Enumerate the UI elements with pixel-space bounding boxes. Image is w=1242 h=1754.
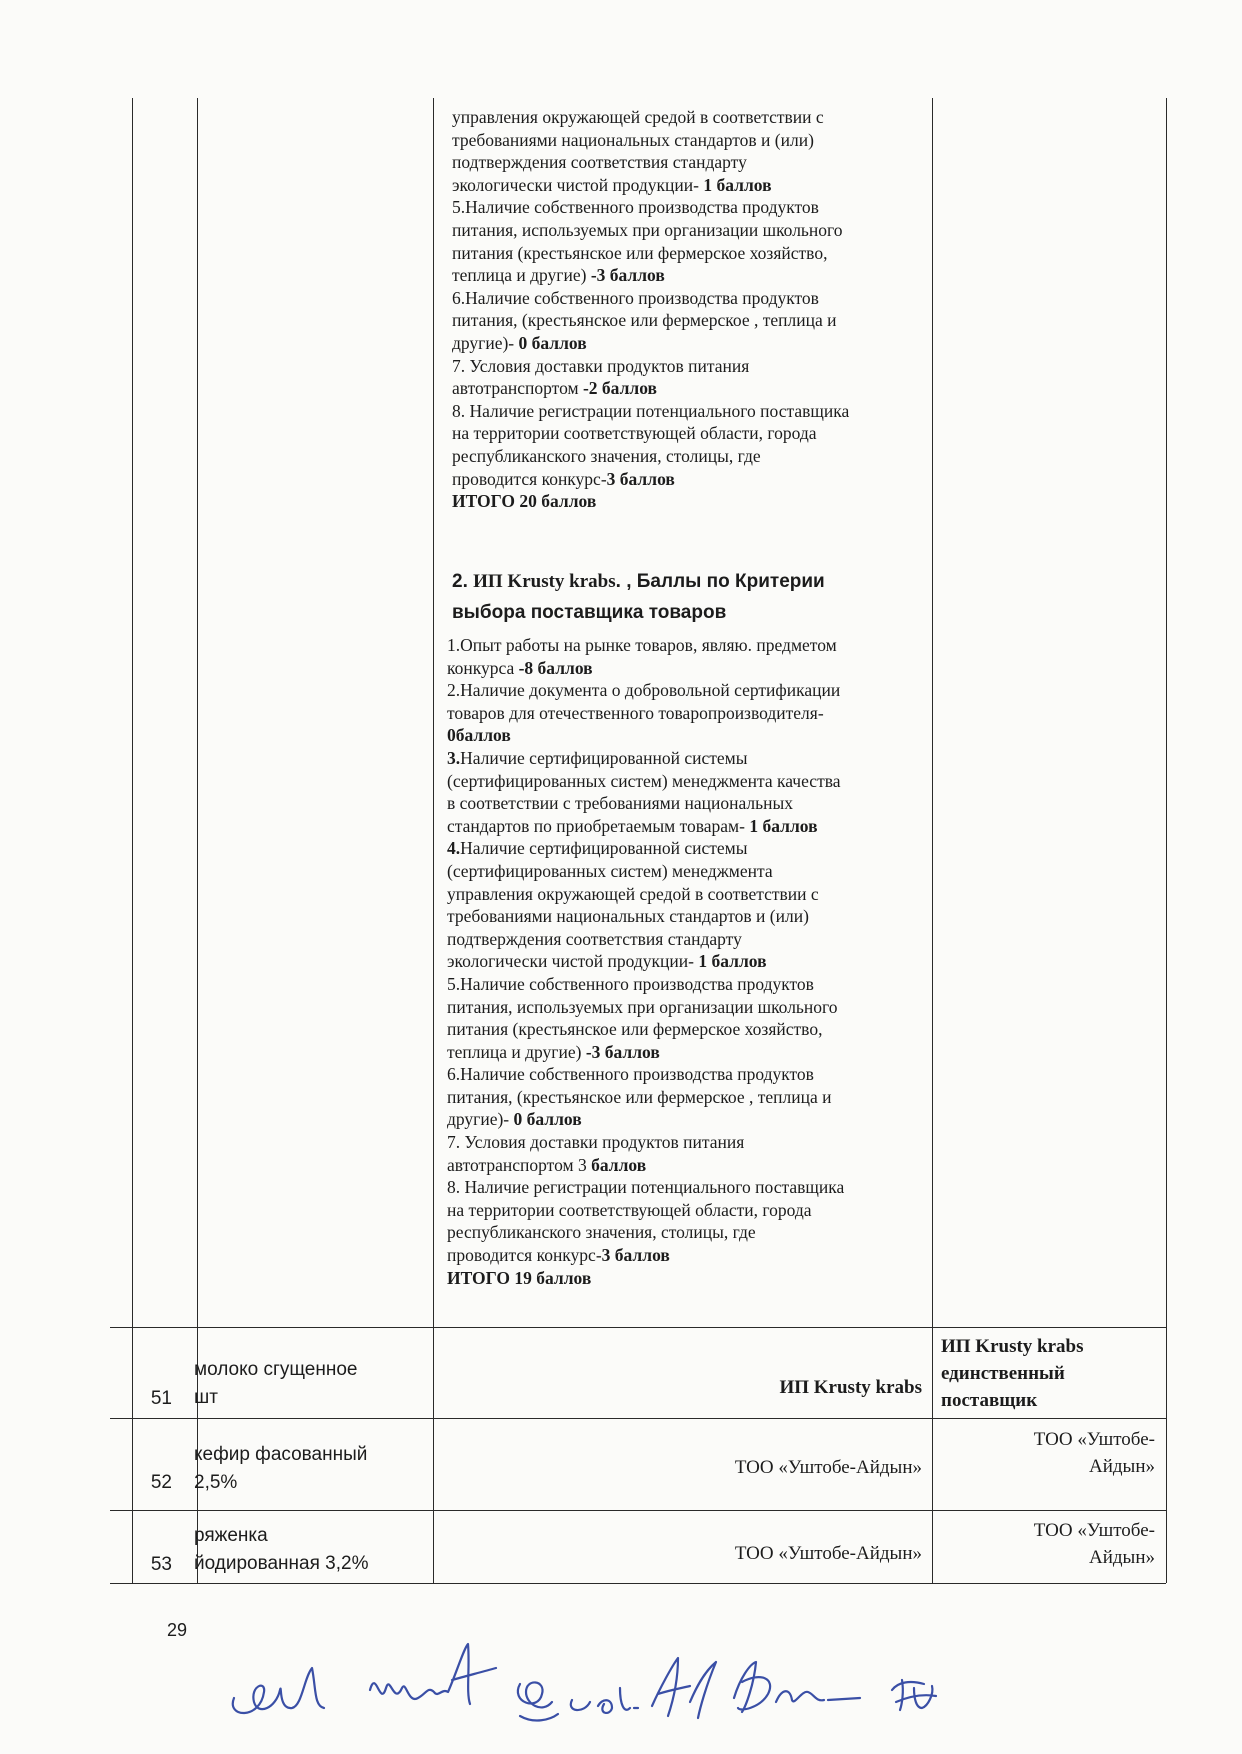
criteria-line: питания (крестьянское или фермерское хозяйство, xyxy=(452,242,828,263)
row-52-product: кефир фасованный 2,5% xyxy=(194,1444,368,1493)
row-52-winner: ТОО «Уштобе- Айдын» xyxy=(1033,1429,1155,1477)
criteria-line: требованиями национальных стандартов и (или) xyxy=(452,129,814,150)
criteria-line: 5.Наличие собственного производства продуктов xyxy=(452,197,819,218)
criteria-line: ИТОГО 20 баллов xyxy=(452,491,597,512)
handwritten-signatures xyxy=(220,1628,980,1738)
table-row-divider-52 xyxy=(110,1418,1166,1419)
criteria-line: (сертифицированных систем) менеджмента качества xyxy=(447,770,841,791)
row-53-winner: ТОО «Уштобе- Айдын» xyxy=(1033,1520,1155,1568)
criteria-line: питания, используемых при организации школьного xyxy=(447,996,838,1017)
section-2-title-rest: . , Баллы по Критерии xyxy=(615,571,825,592)
section-2-title xyxy=(452,566,924,628)
criteria-line: 0баллов xyxy=(447,725,511,746)
row-53-supplier: ТОО «Уштобе-Айдын» xyxy=(734,1543,922,1564)
criteria-line: конкурса -8 баллов xyxy=(447,657,593,678)
criteria-line: в соответствии с требованиями национальных xyxy=(447,793,793,814)
row-51-product: молоко сгущенное шт xyxy=(194,1359,358,1408)
criteria-line: теплица и другие) -3 баллов xyxy=(447,1041,660,1062)
table-border-col3 xyxy=(433,98,434,1583)
criteria-line: другие)- 0 баллов xyxy=(452,332,587,353)
criteria-line: 4.Наличие сертифицированной системы xyxy=(447,838,748,859)
table-border-left xyxy=(132,98,133,1583)
criteria-line: на территории соответствующей области, города xyxy=(452,423,817,444)
criteria-line: требованиями национальных стандартов и (или) xyxy=(447,906,809,927)
table-border-right xyxy=(1166,98,1167,1583)
row-52-number: 52 xyxy=(150,1472,172,1493)
criteria-block-1 xyxy=(452,106,924,513)
criteria-line: другие)- 0 баллов xyxy=(447,1109,582,1130)
criteria-line: теплица и другие) -3 баллов xyxy=(452,265,665,286)
criteria-line: 8. Наличие регистрации потенциального поставщика xyxy=(452,400,850,421)
criteria-line: 3.Наличие сертифицированной системы xyxy=(447,747,748,768)
criteria-line: стандартов по приобретаемым товарам- 1 баллов xyxy=(447,815,818,836)
criteria-line: 5.Наличие собственного производства продуктов xyxy=(447,973,814,994)
criteria-line: питания, используемых при организации школьного xyxy=(452,219,843,240)
section-2-title-prefix: 2. xyxy=(452,571,474,592)
row-51-supplier: ИП Krusty krabs xyxy=(779,1377,922,1398)
criteria-line: 6.Наличие собственного производства продуктов xyxy=(447,1064,814,1085)
row-51-number: 51 xyxy=(150,1388,172,1409)
criteria-line: экологически чистой продукции- 1 баллов xyxy=(447,951,767,972)
criteria-line: 1.Опыт работы на рынке товаров, являю. предметом xyxy=(447,635,837,655)
criteria-line: экологически чистой продукции- 1 баллов xyxy=(452,174,772,195)
row-53-product: ряженка йодированная 3,2% xyxy=(194,1525,369,1574)
criteria-line: питания (крестьянское или фермерское хозяйство, xyxy=(447,1019,823,1040)
criteria-line: подтверждения соответствия стандарту xyxy=(452,152,747,173)
criteria-line: ИТОГО 19 баллов xyxy=(447,1267,592,1288)
criteria-line: (сертифицированных систем) менеджмента xyxy=(447,860,773,881)
criteria-line: 2.Наличие документа о добровольной сертификации xyxy=(447,680,841,701)
section-2-supplier-name: ИП Krusty krabs xyxy=(473,571,616,592)
criteria-line: 8. Наличие регистрации потенциального поставщика xyxy=(447,1177,845,1198)
criteria-line: республиканского значения, столицы, где xyxy=(452,445,761,466)
row-52-supplier: ТОО «Уштобе-Айдын» xyxy=(734,1457,922,1478)
criteria-line: 7. Условия доставки продуктов питания xyxy=(447,1132,745,1153)
criteria-line: питания, (крестьянское или фермерское , теплица и xyxy=(452,310,837,331)
table-row-divider-51 xyxy=(110,1327,1166,1328)
table-row-divider-53 xyxy=(110,1510,1166,1511)
row-53-number: 53 xyxy=(150,1554,172,1575)
table-border-col4 xyxy=(932,98,933,1583)
criteria-line: 7. Условия доставки продуктов питания xyxy=(452,355,750,376)
row-51-winner: ИП Krusty krabs единственный поставщик xyxy=(941,1336,1084,1411)
criteria-line: на территории соответствующей области, города xyxy=(447,1199,812,1220)
criteria-line: питания, (крестьянское или фермерское , теплица и xyxy=(447,1086,832,1107)
table-border-bottom xyxy=(110,1583,1166,1584)
page-number: 29 xyxy=(167,1620,188,1640)
criteria-line: управления окружающей средой в соответствии с xyxy=(452,107,824,127)
criteria-line: республиканского значения, столицы, где xyxy=(447,1222,756,1243)
criteria-block-2 xyxy=(447,634,927,1289)
criteria-line: автотранспортом -2 баллов xyxy=(452,378,657,399)
section-2-title-line2: выбора поставщика товаров xyxy=(452,602,727,623)
criteria-line: автотранспортом 3 баллов xyxy=(447,1154,647,1175)
criteria-line: проводится конкурс-3 баллов xyxy=(447,1245,670,1266)
criteria-line: управления окружающей средой в соответствии с xyxy=(447,883,819,904)
criteria-line: 6.Наличие собственного производства продуктов xyxy=(452,287,819,308)
criteria-line: товаров для отечественного товаропроизводителя- xyxy=(447,702,824,723)
criteria-line: подтверждения соответствия стандарту xyxy=(447,928,742,949)
criteria-line: проводится конкурс-3 баллов xyxy=(452,468,675,489)
